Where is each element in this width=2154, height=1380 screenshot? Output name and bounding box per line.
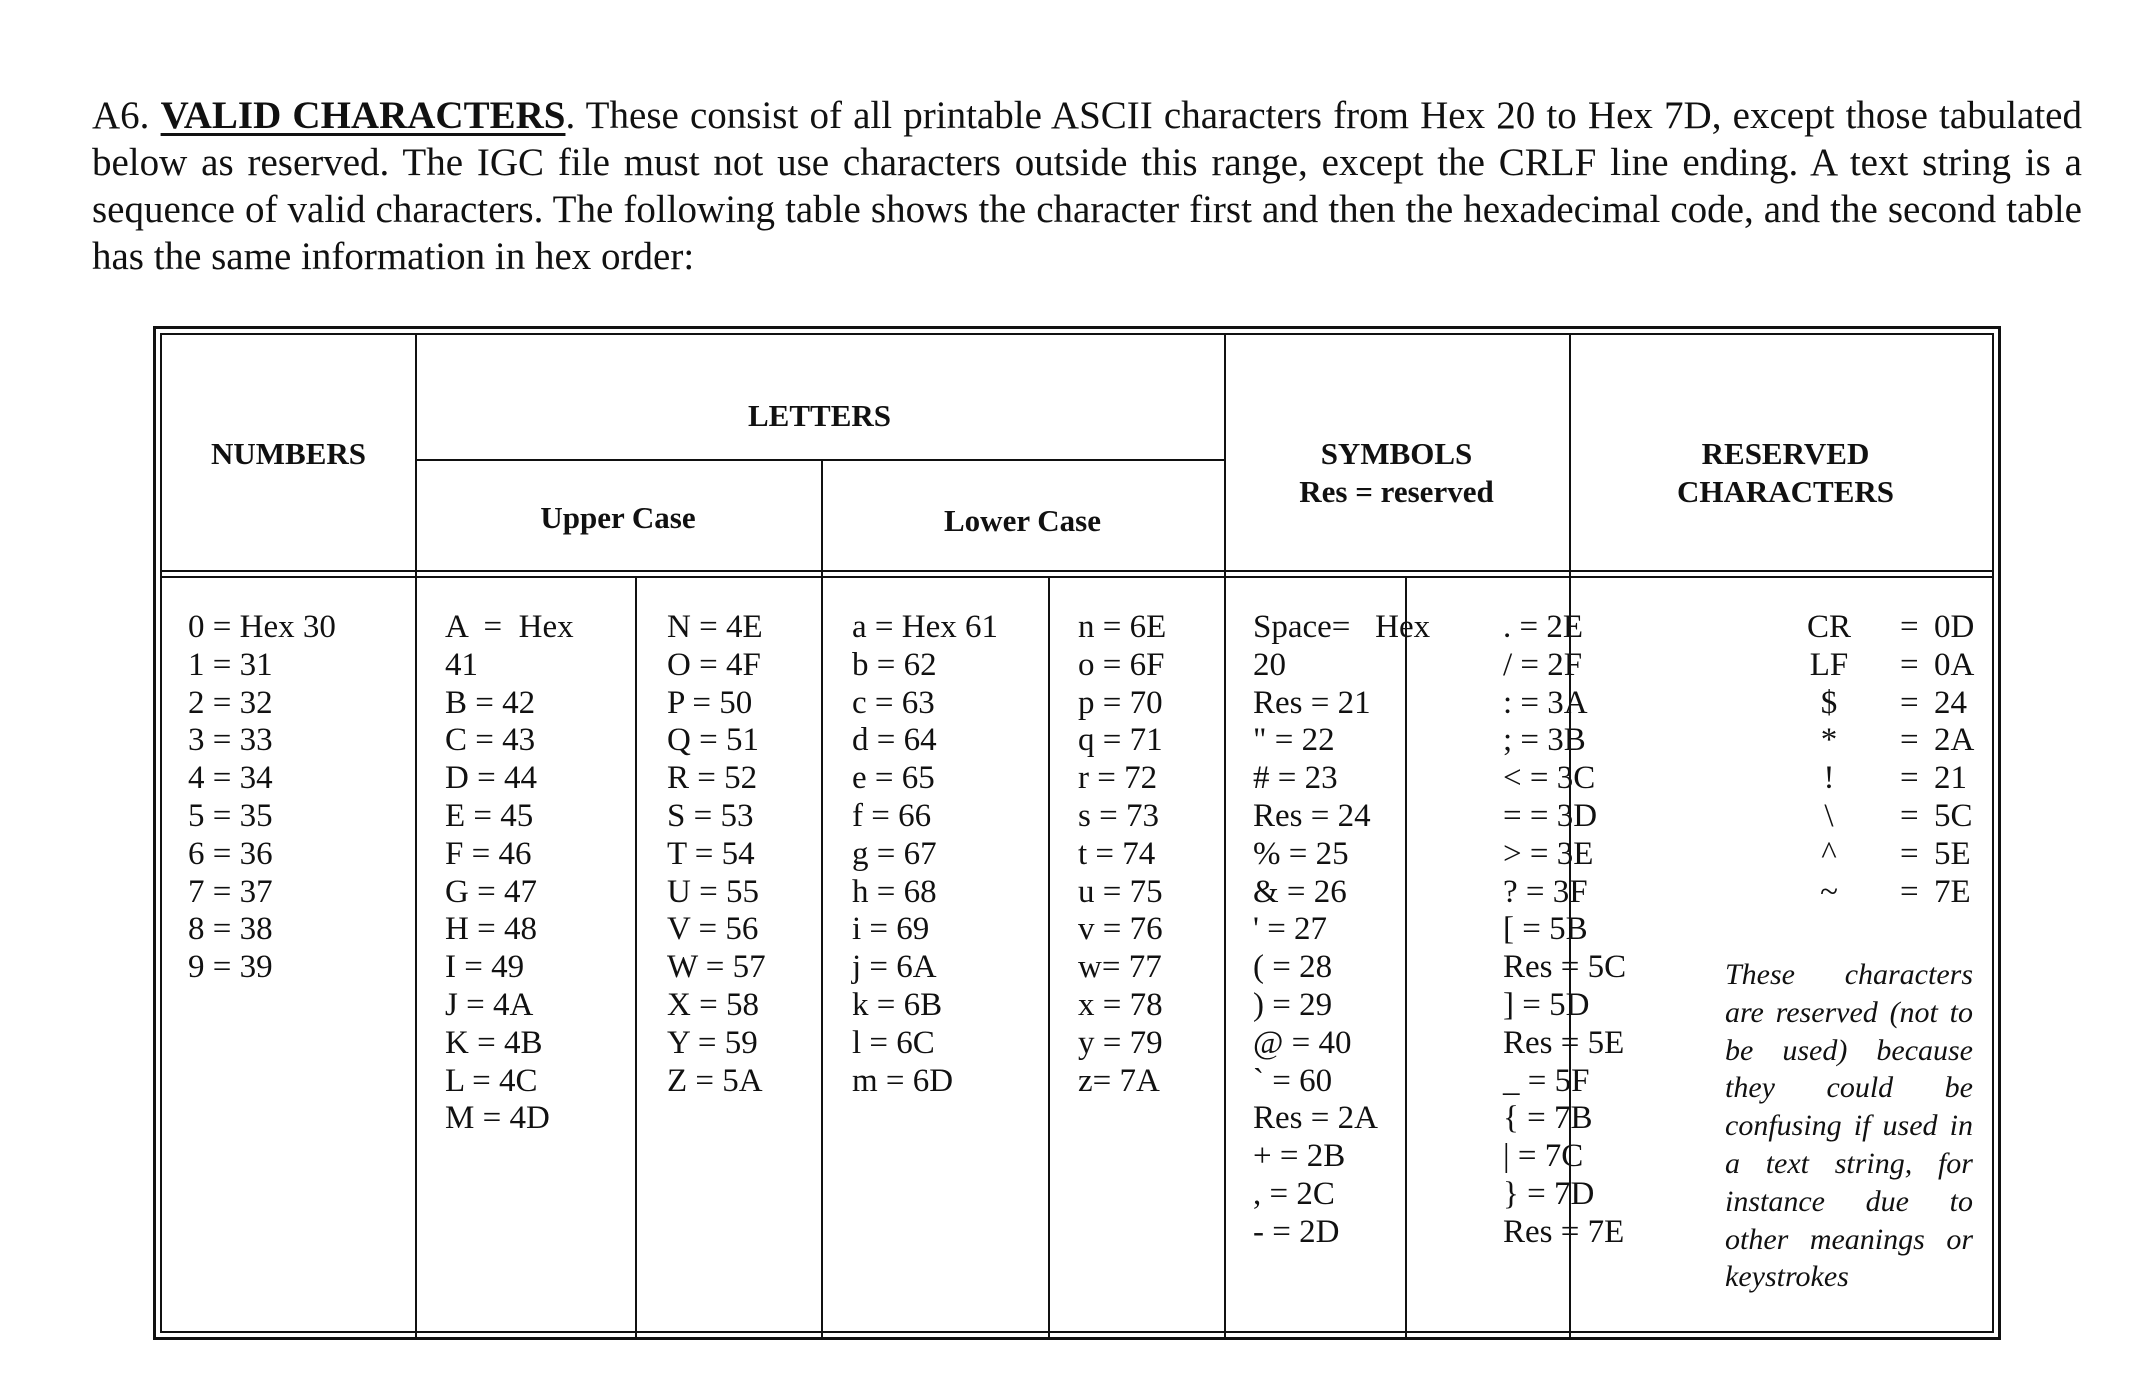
reserved-char: $: [1820, 684, 1838, 721]
reserved-code: 21: [1934, 760, 1967, 797]
table-cell: / = 2F: [1503, 646, 1583, 683]
reserved-row: [1770, 609, 2070, 647]
reserved-char: ~: [1820, 873, 1838, 910]
table-cell: M = 4D: [445, 1100, 550, 1137]
table-cell: D = 44: [445, 760, 537, 797]
letters-subheader-rule: [415, 459, 1224, 461]
table-cell: q = 71: [1078, 722, 1163, 759]
table-cell: 5 = 35: [188, 797, 273, 834]
header-reserved-1: RESERVED: [1701, 436, 1870, 471]
table-cell: : = 3A: [1503, 684, 1588, 721]
table-cell: n = 6E: [1078, 609, 1167, 645]
table-cell: U = 55: [667, 873, 759, 910]
table-cell: p = 70: [1078, 684, 1163, 721]
header-numbers: NUMBERS: [210, 436, 366, 471]
reserved-char: \: [1824, 797, 1834, 834]
table-cell: F = 46: [445, 835, 532, 872]
divider-upper-lower: [821, 459, 823, 1338]
table-cell: Res = 5E: [1503, 1024, 1625, 1061]
table-cell: 0 = Hex 30: [188, 609, 336, 645]
table-cell: t = 74: [1078, 835, 1156, 872]
table-cell: x = 78: [1078, 986, 1163, 1023]
table-cell: a = Hex 61: [852, 609, 998, 645]
table-cell: 2 = 32: [188, 684, 273, 721]
reserved-char: CR: [1806, 609, 1852, 645]
divider-upper-split: [635, 578, 637, 1338]
table-cell: ' = 27: [1253, 911, 1328, 948]
paragraph-body: . These consist of all printable ASCII characters from Hex 20 to Hex 7D, except those tabulated below as reserved. The IGC file must not use characters outside this range, except the CRLF line ending. A text string is a sequence of valid characters. The following table shows the character first and then the hexadecimal code, and the second table has the same information in hex order:: [92, 94, 2082, 278]
table-cell: H = 48: [445, 911, 537, 948]
reserved-note: These characters are reserved (not to be used) because they could be confusing if used in a text string, for instance due to other meanings or keystrokes: [1725, 958, 1973, 1294]
reserved-row: [1770, 647, 2070, 685]
header-letters: LETTERS: [747, 398, 891, 433]
table-cell: | = 7C: [1503, 1138, 1584, 1175]
upper-case-column-a: [445, 609, 574, 1138]
header-symbols: SYMBOLS: [1320, 436, 1473, 471]
table-cell: 8 = 38: [188, 911, 273, 948]
table-cell: _ = 5F: [1503, 1062, 1590, 1099]
numbers-column: [188, 609, 336, 987]
table-cell: 4 = 34: [188, 760, 273, 797]
table-cell: C = 43: [445, 722, 536, 759]
upper-case-column-b: [667, 609, 766, 1100]
reserved-code: 5E: [1934, 835, 1971, 872]
table-cell: 20: [1253, 646, 1286, 683]
reserved-equals: =: [1900, 835, 1919, 872]
table-cell: 41: [445, 646, 478, 683]
table-cell: w= 77: [1078, 949, 1162, 986]
table-cell: " = 22: [1253, 722, 1335, 759]
intro-paragraph: [92, 92, 2082, 280]
table-cell: 1 = 31: [188, 646, 273, 683]
table-cell: y = 79: [1078, 1024, 1163, 1061]
table-cell: O = 4F: [667, 646, 761, 683]
table-cell: ; = 3B: [1503, 722, 1586, 759]
table-cell: g = 67: [852, 835, 937, 872]
table-cell: N = 4E: [667, 609, 763, 645]
reserved-characters-list: [1770, 609, 2070, 911]
section-number: A6.: [92, 94, 161, 137]
table-cell: 9 = 39: [188, 949, 273, 986]
table-cell: . = 2E: [1503, 609, 1584, 645]
table-cell: o = 6F: [1078, 646, 1165, 683]
table-cell: ( = 28: [1253, 949, 1333, 986]
header-double-rule: [162, 572, 1992, 578]
table-cell: 6 = 36: [188, 835, 273, 872]
table-cell: < = 3C: [1503, 760, 1596, 797]
reserved-equals: =: [1900, 797, 1919, 834]
reserved-row: [1770, 722, 2070, 760]
table-cell: c = 63: [852, 684, 935, 721]
table-cell: Res = 2A: [1253, 1100, 1378, 1137]
table-cell: ? = 3F: [1503, 873, 1588, 910]
table-cell: W = 57: [667, 949, 766, 986]
table-cell: d = 64: [852, 722, 937, 759]
table-cell: [ = 5B: [1503, 911, 1588, 948]
table-cell: e = 65: [852, 760, 935, 797]
reserved-row: [1770, 798, 2070, 836]
reserved-equals: =: [1900, 684, 1919, 721]
table-cell: L = 4C: [445, 1062, 538, 1099]
header-upper-case: Upper Case: [540, 500, 696, 535]
symbols-column-a: [1253, 609, 1430, 1252]
table-cell: A = Hex: [445, 609, 574, 645]
table-cell: i = 69: [852, 911, 930, 948]
table-cell: @ = 40: [1253, 1024, 1352, 1061]
table-cell: Q = 51: [667, 722, 759, 759]
table-cell: > = 3E: [1503, 835, 1594, 872]
table-cell: G = 47: [445, 873, 537, 910]
table-cell: S = 53: [667, 797, 754, 834]
table-cell: J = 4A: [445, 986, 534, 1023]
table-cell: I = 49: [445, 949, 525, 986]
table-cell: r = 72: [1078, 760, 1158, 797]
reserved-code: 2A: [1934, 722, 1975, 759]
divider-numbers: [415, 335, 417, 1338]
table-cell: ) = 29: [1253, 986, 1333, 1023]
reserved-row: [1770, 874, 2070, 912]
reserved-equals: =: [1900, 873, 1919, 910]
reserved-code: 0D: [1934, 609, 1975, 645]
table-cell: Res = 24: [1253, 797, 1371, 834]
table-cell: Res = 7E: [1503, 1213, 1625, 1250]
table-cell: k = 6B: [852, 986, 943, 1023]
table-cell: K = 4B: [445, 1024, 543, 1061]
table-cell: m = 6D: [852, 1062, 954, 1099]
table-cell: ` = 60: [1253, 1062, 1333, 1099]
table-cell: Res = 21: [1253, 684, 1371, 721]
table-cell: Z = 5A: [667, 1062, 763, 1099]
reserved-equals: =: [1900, 646, 1919, 683]
table-cell: { = 7B: [1503, 1100, 1593, 1137]
table-cell: Y = 59: [667, 1024, 758, 1061]
lower-case-column-a: [852, 609, 998, 1100]
table-cell: ] = 5D: [1503, 986, 1590, 1023]
reserved-row: [1770, 760, 2070, 798]
table-cell: = = 3D: [1503, 797, 1598, 834]
table-cell: s = 73: [1078, 797, 1159, 834]
table-cell: z= 7A: [1078, 1062, 1160, 1099]
table-cell: , = 2C: [1253, 1175, 1335, 1212]
header-reserved-2: CHARACTERS: [1676, 474, 1895, 509]
reserved-code: 0A: [1934, 646, 1975, 683]
table-inner-frame: [160, 333, 1994, 1333]
table-cell: 3 = 33: [188, 722, 273, 759]
table-cell: V = 56: [667, 911, 759, 948]
table-cell: l = 6C: [852, 1024, 935, 1061]
table-cell: % = 25: [1253, 835, 1349, 872]
reserved-char: ^: [1821, 835, 1837, 872]
symbols-column-b: [1503, 609, 1626, 1252]
table-cell: # = 23: [1253, 760, 1338, 797]
table-cell: P = 50: [667, 684, 753, 721]
table-cell: b = 62: [852, 646, 937, 683]
table-cell: f = 66: [852, 797, 932, 834]
table-cell: h = 68: [852, 873, 937, 910]
table-cell: - = 2D: [1253, 1213, 1340, 1250]
reserved-char: *: [1820, 722, 1838, 759]
table-cell: & = 26: [1253, 873, 1347, 910]
header-lower-case: Lower Case: [944, 503, 1101, 538]
section-heading: VALID CHARACTERS: [160, 94, 566, 137]
table-cell: + = 2B: [1253, 1138, 1346, 1175]
lower-case-column-b: [1078, 609, 1166, 1100]
header-symbols-sub: Res = reserved: [1299, 474, 1494, 509]
table-cell: Space= Hex: [1253, 609, 1431, 645]
divider-lower-split: [1048, 578, 1050, 1338]
reserved-equals: =: [1900, 609, 1919, 645]
reserved-equals: =: [1900, 722, 1919, 759]
reserved-row: [1770, 685, 2070, 723]
table-cell: E = 45: [445, 797, 534, 834]
table-cell: X = 58: [667, 986, 759, 1023]
table-cell: v = 76: [1078, 911, 1163, 948]
table-cell: u = 75: [1078, 873, 1163, 910]
reserved-code: 24: [1934, 684, 1967, 721]
reserved-row: [1770, 836, 2070, 874]
reserved-char: !: [1823, 760, 1835, 797]
table-cell: R = 52: [667, 760, 758, 797]
table-cell: B = 42: [445, 684, 536, 721]
table-cell: 7 = 37: [188, 873, 273, 910]
valid-characters-table: [153, 326, 2001, 1340]
reserved-char: LF: [1809, 646, 1849, 683]
reserved-code: 5C: [1934, 797, 1973, 834]
table-cell: T = 54: [667, 835, 755, 872]
table-cell: Res = 5C: [1503, 949, 1627, 986]
reserved-code: 7E: [1934, 873, 1971, 910]
reserved-equals: =: [1900, 760, 1919, 797]
table-cell: } = 7D: [1503, 1175, 1595, 1212]
table-cell: j = 6A: [852, 949, 937, 986]
